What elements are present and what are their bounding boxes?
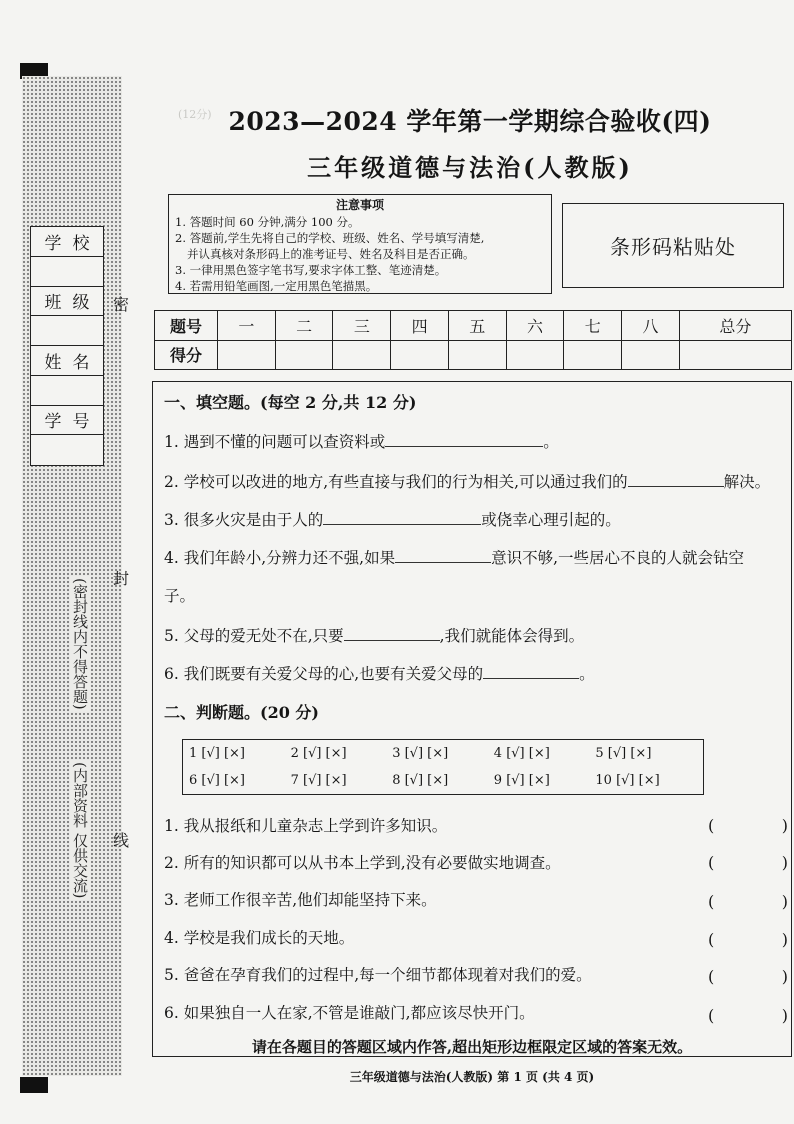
school-label: 学 校: [31, 227, 103, 257]
answer-blank[interactable]: [344, 628, 440, 641]
score-cell[interactable]: [564, 340, 622, 370]
score-cell[interactable]: [448, 340, 506, 370]
name-label: 姓 名: [31, 346, 103, 376]
name-field[interactable]: [31, 376, 103, 406]
seal-note-no-answer: (密封线内不得答题): [71, 578, 89, 710]
score-col-header: 五: [448, 311, 506, 341]
judgement-answer-cell[interactable]: 2 [√] [×]: [290, 746, 347, 761]
judge-question-1: 1. 我从报纸和儿童杂志上学到许多知识。: [164, 817, 448, 835]
judge-answer-paren-4[interactable]: ( ): [708, 930, 788, 949]
judgement-answer-cell[interactable]: 6 [√] [×]: [189, 773, 245, 788]
page-footer: 三年级道德与法治(人教版) 第 1 页 (共 4 页): [349, 1070, 595, 1084]
seal-char-feng: 封: [113, 569, 130, 588]
judge-answer-paren-5[interactable]: ( ): [708, 967, 788, 986]
bleed-through-text: (12分): [178, 108, 212, 121]
class-label: 班 级: [31, 287, 103, 317]
score-cell[interactable]: [622, 340, 680, 370]
fill-question-5: 5. 父母的爱无处不在,只要 ,我们就能体会得到。: [164, 627, 585, 645]
notice-item: 并认真核对条形码上的准考证号、姓名及科目是否正确。: [187, 247, 475, 261]
score-col-header: 总分: [679, 311, 791, 341]
notice-item: 4. 若需用铅笔画图,一定用黑色笔描黑。: [175, 279, 378, 293]
student-info-box: [30, 226, 104, 466]
number-field[interactable]: [31, 435, 103, 465]
section2-heading: 二、判断题。(20 分): [164, 703, 319, 722]
fill-question-1: 1. 遇到不懂的问题可以查资料或 。: [164, 433, 559, 451]
answer-blank[interactable]: [628, 474, 724, 487]
score-cell[interactable]: [506, 340, 564, 370]
score-cell[interactable]: [391, 340, 449, 370]
fill-question-4: 4. 我们年龄小,分辨力还不强,如果 意识不够,一些居心不良的人就会钻空: [164, 549, 745, 567]
score-col-header: 二: [275, 311, 333, 341]
score-cell[interactable]: [333, 340, 391, 370]
notice-item: 1. 答题时间 60 分钟,满分 100 分。: [175, 215, 360, 229]
answer-area-warning: 请在各题目的答题区域内作答,超出矩形边框限定区域的答案无效。: [251, 1038, 693, 1056]
score-label: 得分: [155, 340, 218, 370]
judge-question-3: 3. 老师工作很辛苦,他们却能坚持下来。: [164, 891, 437, 909]
score-col-header: 四: [391, 311, 449, 341]
school-field[interactable]: [31, 257, 103, 287]
score-table-score-row: [155, 340, 792, 370]
section1-heading: 一、填空题。(每空 2 分,共 12 分): [164, 393, 417, 412]
judgement-answer-cell[interactable]: 10 [√] [×]: [595, 773, 660, 788]
seal-note-internal: (内部资料 仅供交流): [71, 762, 89, 899]
score-col-header: 八: [622, 311, 680, 341]
judgement-answer-box: [182, 739, 704, 795]
judgement-answer-cell[interactable]: 8 [√] [×]: [392, 773, 449, 788]
judgement-answer-cell[interactable]: 4 [√] [×]: [493, 746, 550, 761]
judge-question-5: 5. 爸爸在孕育我们的过程中,每一个细节都体现着对我们的爱。: [164, 966, 592, 984]
answer-blank[interactable]: [395, 550, 491, 563]
question-number-label: 题号: [155, 311, 218, 341]
score-col-header: 三: [333, 311, 391, 341]
judgement-answer-cell[interactable]: 9 [√] [×]: [493, 773, 550, 788]
seal-char-mi: 密: [113, 295, 130, 314]
notice-item: 3. 一律用黑色签字笔书写,要求字体工整、笔迹清楚。: [175, 263, 447, 277]
judge-question-6: 6. 如果独自一人在家,不管是谁敲门,都应该尽快开门。: [164, 1004, 535, 1022]
score-col-header: 六: [506, 311, 564, 341]
answer-blank[interactable]: [323, 512, 481, 525]
registration-mark-bottom: [20, 1077, 48, 1093]
fill-question-2: 2. 学校可以改进的地方,有些直接与我们的行为相关,可以通过我们的 解决。: [164, 473, 771, 491]
score-cell[interactable]: [679, 340, 791, 370]
score-col-header: 一: [218, 311, 276, 341]
fill-question-6: 6. 我们既要有关爱父母的心,也要有关爱父母的 。: [164, 665, 595, 683]
score-col-header: 七: [564, 311, 622, 341]
judge-question-2: 2. 所有的知识都可以从书本上学到,没有必要做实地调查。: [164, 854, 561, 872]
score-cell[interactable]: [275, 340, 333, 370]
score-table-header-row: [155, 311, 792, 341]
exam-title: 2023—2024 学年第一学期综合验收(四): [228, 107, 712, 136]
judge-answer-paren-6[interactable]: ( ): [708, 1006, 788, 1025]
judge-question-4: 4. 学校是我们成长的天地。: [164, 929, 355, 947]
judge-answer-paren-1[interactable]: ( ): [708, 816, 788, 835]
notice-item: 2. 答题前,学生先将自己的学校、班级、姓名、学号填写清楚,: [175, 231, 485, 245]
fill-question-4-cont: 子。: [164, 587, 196, 605]
class-field[interactable]: [31, 316, 103, 346]
fill-question-3: 3. 很多火灾是由于人的 或侥幸心理引起的。: [164, 511, 621, 529]
judge-answer-paren-2[interactable]: ( ): [708, 853, 788, 872]
seal-char-xian: 线: [113, 831, 130, 850]
judgement-answer-cell[interactable]: 5 [√] [×]: [595, 746, 652, 761]
notice-title: 注意事项: [335, 198, 384, 212]
notice-box: [168, 194, 552, 294]
score-cell[interactable]: [218, 340, 276, 370]
answer-blank[interactable]: [385, 434, 543, 447]
judge-answer-paren-3[interactable]: ( ): [708, 892, 788, 911]
barcode-area: [562, 203, 784, 288]
judgement-answer-cell[interactable]: 7 [√] [×]: [290, 773, 347, 788]
judgement-answer-cell[interactable]: 1 [√] [×]: [189, 746, 245, 761]
barcode-label: 条形码粘贴处: [610, 235, 736, 259]
number-label: 学 号: [31, 406, 103, 436]
judgement-answer-cell[interactable]: 3 [√] [×]: [392, 746, 449, 761]
exam-subtitle: 三年级道德与法治(人教版): [307, 153, 633, 182]
answer-blank[interactable]: [483, 666, 579, 679]
score-table: [154, 310, 792, 370]
